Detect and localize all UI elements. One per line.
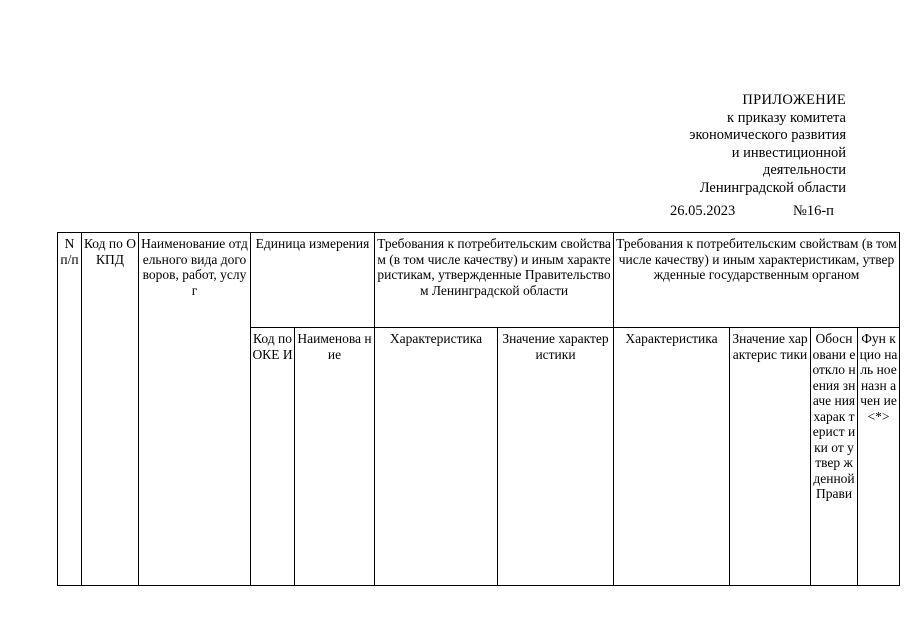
header-num: N п/п bbox=[58, 233, 82, 586]
header-okpd: Код по ОКПД bbox=[82, 233, 139, 586]
appendix-line: Ленинградской области bbox=[699, 179, 846, 196]
subheader-value-gov: Значение характеристики bbox=[498, 328, 614, 586]
appendix-line: к приказу комитета bbox=[727, 109, 846, 126]
appendix-line: деятельности bbox=[762, 162, 846, 178]
subheader-char-agency: Характеристика bbox=[614, 328, 730, 586]
subheader-justification: Обосн овани е откло нения значе ния харак терист ики от утвер жденной Прави bbox=[811, 328, 858, 586]
subheader-unit-name: Наименова ние bbox=[295, 328, 375, 586]
order-date: 26.05.2023 bbox=[670, 203, 736, 219]
order-number: №16-п bbox=[793, 203, 834, 219]
header-name: Наименование отдельного вида договоров, работ, услуг bbox=[139, 233, 251, 586]
subheader-value-agency: Значение характерис тики bbox=[730, 328, 811, 586]
appendix-block bbox=[689, 92, 846, 197]
header-req-gov: Требования к потребительским свойствам (в том числе качеству) и иным характеристикам, утвержденные Правительством Ленинградской области bbox=[375, 233, 614, 328]
subheader-purpose: Фун кцио наль ное назн ачен ие <*> bbox=[858, 328, 900, 586]
subheader-char-gov: Характеристика bbox=[375, 328, 498, 586]
header-unit: Единица измерения bbox=[251, 233, 375, 328]
appendix-line: и инвестиционной bbox=[731, 144, 846, 161]
subheader-okei: Код по ОКЕ И bbox=[251, 328, 295, 586]
appendix-line: экономического развития bbox=[689, 127, 846, 143]
header-row bbox=[58, 233, 900, 328]
header-req-agency: Требования к потребительским свойствам (в том числе качеству) и иным характеристикам, утвержденные государственным органом bbox=[614, 233, 900, 328]
appendix-title: ПРИЛОЖЕНИЕ bbox=[742, 92, 846, 108]
requirements-table bbox=[57, 232, 900, 586]
